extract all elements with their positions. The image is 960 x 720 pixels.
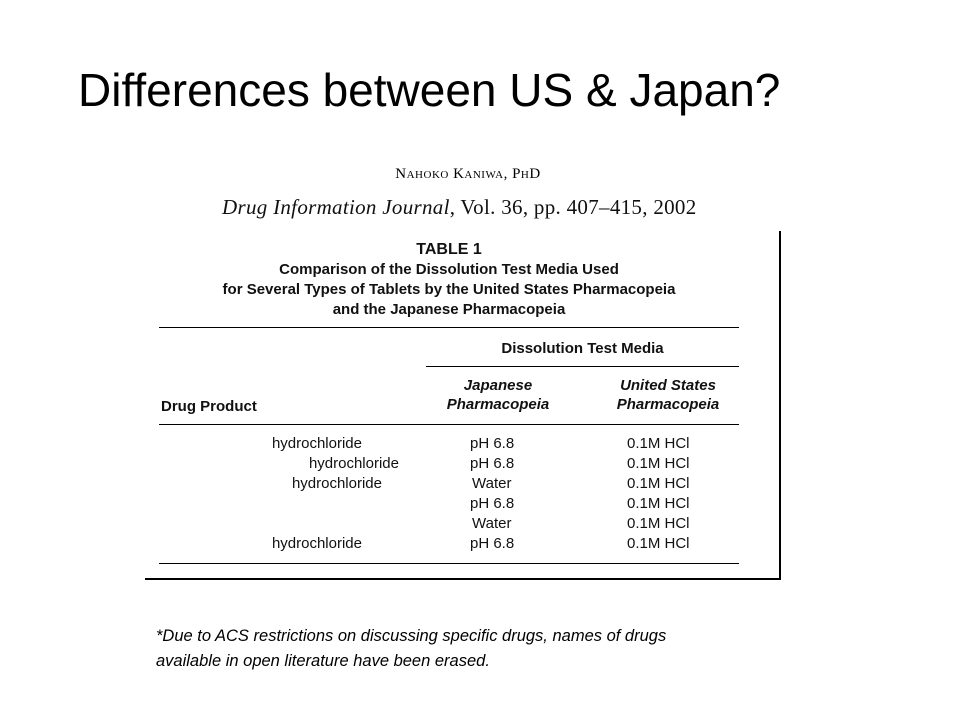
journal-citation [222, 195, 697, 220]
journal-details: , Vol. 36, pp. 407–415, 2002 [449, 195, 697, 219]
table-bottom-rule [159, 563, 739, 564]
footnote-line: available in open literature have been erased. [156, 652, 490, 670]
table-caption-line: for Several Types of Tablets by the United States Pharmacopeia [222, 281, 676, 298]
table-row-drug: hydrochloride [291, 475, 382, 492]
table-row-drug: hydrochloride [271, 535, 362, 552]
column-header-japanese: Japanese Pharmacopeia [446, 377, 550, 413]
table-cell-us: 0.1M HCl [627, 515, 690, 532]
journal-name: Drug Information Journal [222, 195, 450, 219]
table-cell-us: 0.1M HCl [627, 535, 690, 552]
footnote-line: *Due to ACS restrictions on discussing specific drugs, names of drugs [156, 627, 667, 645]
slide-title: Differences between US & Japan? [78, 64, 781, 116]
table-label: TABLE 1 [416, 241, 482, 258]
table-cell-us: 0.1M HCl [627, 435, 690, 452]
table-cell-jp: pH 6.8 [470, 535, 515, 552]
table-heading [145, 240, 753, 320]
table-cell-jp: pH 6.8 [470, 495, 515, 512]
group-header-rule [426, 366, 739, 367]
table-figure [145, 231, 781, 580]
table-row-drug: hydrochloride [271, 435, 362, 452]
footnote [156, 624, 836, 674]
table-cell-jp: pH 6.8 [470, 435, 515, 452]
table-caption-line: and the Japanese Pharmacopeia [332, 301, 566, 318]
author-name: Nahoko Kaniwa, PhD [395, 166, 541, 182]
table-cell-jp: Water [472, 475, 512, 492]
table-cell-us: 0.1M HCl [627, 455, 690, 472]
group-header: Dissolution Test Media [501, 340, 664, 357]
table-row-drug: hydrochloride [308, 455, 399, 472]
row-header-drug-product: Drug Product [161, 398, 257, 415]
table-cell-jp: pH 6.8 [470, 455, 515, 472]
table-top-rule [159, 327, 739, 328]
table-cell-jp: Water [472, 515, 512, 532]
table-caption-line: Comparison of the Dissolution Test Media Used [279, 261, 619, 278]
column-header-us: United States Pharmacopeia [616, 377, 720, 413]
header-bottom-rule [159, 424, 739, 425]
table-cell-us: 0.1M HCl [627, 475, 690, 492]
table-cell-us: 0.1M HCl [627, 495, 690, 512]
